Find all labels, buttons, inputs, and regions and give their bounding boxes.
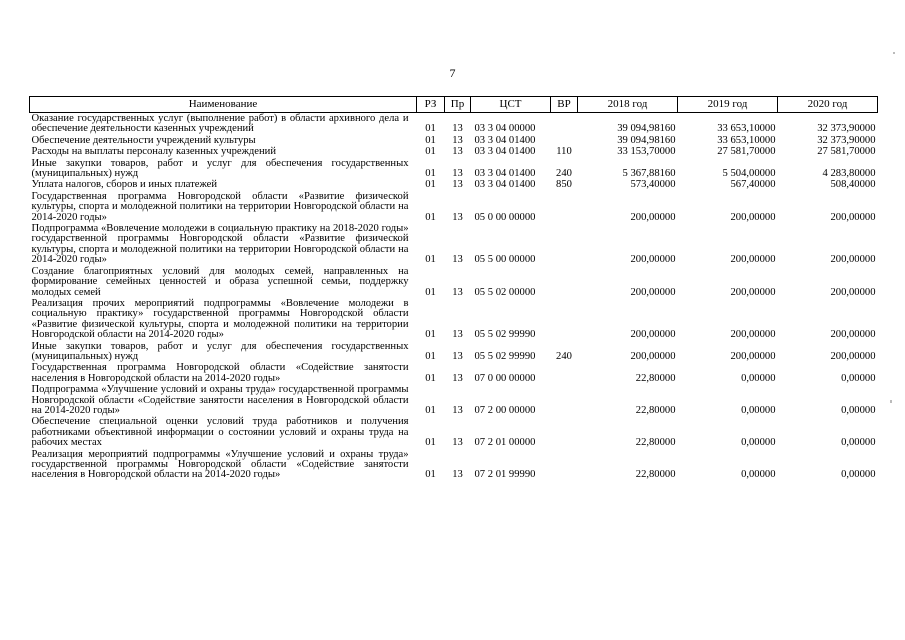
row-rz: 01 bbox=[425, 350, 436, 362]
row-name: Государственная программа Новгородской области «Содействие занятости населения в Новгородской области на 2014-2020 годы» bbox=[31, 362, 409, 384]
row-cst: 05 5 02 99990 bbox=[474, 329, 536, 341]
row-value-2018: 200,00000 bbox=[630, 329, 676, 341]
row-vr bbox=[551, 191, 578, 223]
row-value-2019: 0,00000 bbox=[741, 404, 776, 416]
row-rz: 01 bbox=[425, 437, 436, 449]
table-row bbox=[30, 223, 878, 266]
row-cst: 03 3 04 01400 bbox=[474, 168, 536, 180]
row-vr bbox=[551, 362, 578, 384]
row-value-2019: 0,00000 bbox=[741, 372, 776, 384]
row-pr: 13 bbox=[452, 254, 463, 266]
scan-mark bbox=[893, 52, 895, 54]
row-rz: 01 bbox=[425, 123, 436, 135]
row-value-2019: 200,00000 bbox=[730, 211, 776, 223]
table-header bbox=[30, 97, 878, 113]
row-cst: 07 2 01 00000 bbox=[474, 437, 536, 449]
row-value-2020: 27 581,70000 bbox=[817, 146, 876, 158]
row-cst: 05 5 00 00000 bbox=[474, 254, 536, 266]
row-value-2020: 0,00000 bbox=[841, 372, 876, 384]
table-row bbox=[30, 191, 878, 223]
row-value-2018: 22,80000 bbox=[635, 372, 676, 384]
row-name: Создание благоприятных условий для молодых семей, направленных на формирование семейных ценностей и образа успешной семьи, поддержку молодых семей bbox=[31, 265, 409, 298]
row-rz: 01 bbox=[425, 372, 436, 384]
row-vr: 110 bbox=[556, 146, 572, 158]
row-name: Обеспечение деятельности учреждений культуры bbox=[31, 134, 256, 146]
row-rz: 01 bbox=[425, 211, 436, 223]
row-pr: 13 bbox=[452, 329, 463, 341]
row-cst: 07 2 01 99990 bbox=[474, 469, 536, 481]
table-row bbox=[30, 135, 878, 146]
row-value-2018: 22,80000 bbox=[635, 469, 676, 481]
row-value-2018: 573,40000 bbox=[630, 179, 676, 191]
table-row bbox=[30, 146, 878, 157]
row-name: Обеспечение специальной оценки условий труда работников и получения работниками объективной информации о состоянии условий и охраны труда на рабочих местах bbox=[31, 416, 409, 449]
row-name: Реализация мероприятий подпрограммы «Улучшение условий и охраны труда» государственной программы Новгородской области «Содействие занятости населения в Новгородской области на 2014-2020 годы» bbox=[31, 448, 409, 481]
header-pr: Пр bbox=[445, 97, 471, 113]
table-row bbox=[30, 449, 878, 481]
row-rz: 01 bbox=[425, 146, 436, 158]
row-pr: 13 bbox=[452, 404, 463, 416]
row-value-2019: 567,40000 bbox=[730, 179, 776, 191]
row-cst: 07 0 00 00000 bbox=[474, 372, 536, 384]
row-value-2019: 200,00000 bbox=[730, 254, 776, 266]
row-value-2020: 200,00000 bbox=[830, 286, 876, 298]
header-name: Наименование bbox=[30, 97, 417, 113]
table-row bbox=[30, 384, 878, 416]
row-pr: 13 bbox=[452, 168, 463, 180]
table-row bbox=[30, 298, 878, 341]
row-pr: 13 bbox=[452, 437, 463, 449]
row-cst: 05 5 02 99990 bbox=[474, 350, 536, 362]
row-pr: 13 bbox=[452, 146, 463, 158]
budget-table bbox=[29, 96, 878, 481]
table-row bbox=[30, 113, 878, 135]
row-value-2020: 32 373,90000 bbox=[817, 123, 876, 135]
row-value-2018: 33 153,70000 bbox=[617, 146, 676, 158]
row-vr: 850 bbox=[556, 179, 572, 191]
row-name: Расходы на выплаты персоналу казенных учреждений bbox=[31, 146, 276, 158]
page-number: 7 bbox=[449, 66, 456, 80]
row-value-2019: 33 653,10000 bbox=[717, 123, 776, 135]
row-pr: 13 bbox=[452, 350, 463, 362]
row-pr: 13 bbox=[452, 469, 463, 481]
row-vr: 240 bbox=[556, 168, 572, 180]
table-row bbox=[30, 179, 878, 190]
row-vr bbox=[551, 298, 578, 341]
table-row bbox=[30, 362, 878, 384]
header-cst: ЦСТ bbox=[471, 97, 551, 113]
row-value-2019: 0,00000 bbox=[741, 437, 776, 449]
row-value-2018: 5 367,88160 bbox=[622, 168, 676, 180]
row-value-2020: 200,00000 bbox=[830, 329, 876, 341]
row-cst: 03 3 04 01400 bbox=[474, 146, 536, 158]
row-vr bbox=[551, 384, 578, 416]
header-2018: 2018 год bbox=[578, 97, 678, 113]
row-cst: 07 2 00 00000 bbox=[474, 404, 536, 416]
row-vr bbox=[551, 416, 578, 448]
table-row bbox=[30, 416, 878, 448]
row-name: Оказание государственных услуг (выполнение работ) в области архивного дела и обеспечение деятельности казенных учреждений bbox=[31, 113, 409, 135]
row-value-2018: 200,00000 bbox=[630, 211, 676, 223]
row-name: Подпрограмма «Вовлечение молодежи в социальную практику на 2018-2020 годы» государственной программы Новгородской области «Развитие физической культуры, спорта и молодежной политики на территории Новгородской области на 2014-2020 годы» bbox=[31, 223, 409, 266]
row-vr: 240 bbox=[556, 350, 572, 362]
row-cst: 03 3 04 00000 bbox=[474, 123, 536, 135]
row-name: Иные закупки товаров, работ и услуг для обеспечения государственных (муниципальных) нужд bbox=[31, 157, 409, 180]
row-value-2019: 5 504,00000 bbox=[722, 168, 776, 180]
row-value-2019: 200,00000 bbox=[730, 350, 776, 362]
row-value-2019: 200,00000 bbox=[730, 286, 776, 298]
row-rz: 01 bbox=[425, 168, 436, 180]
row-value-2020: 200,00000 bbox=[830, 350, 876, 362]
row-vr bbox=[551, 449, 578, 481]
row-value-2020: 0,00000 bbox=[841, 404, 876, 416]
row-value-2020: 0,00000 bbox=[841, 469, 876, 481]
row-pr: 13 bbox=[452, 134, 463, 146]
row-rz: 01 bbox=[425, 286, 436, 298]
table-row bbox=[30, 341, 878, 363]
row-value-2019: 33 653,10000 bbox=[717, 134, 776, 146]
row-value-2019: 200,00000 bbox=[730, 329, 776, 341]
row-value-2020: 200,00000 bbox=[830, 254, 876, 266]
row-value-2018: 39 094,98160 bbox=[617, 134, 676, 146]
row-rz: 01 bbox=[425, 404, 436, 416]
scan-mark bbox=[890, 400, 892, 403]
header-2020: 2020 год bbox=[778, 97, 878, 113]
row-rz: 01 bbox=[425, 254, 436, 266]
row-name: Государственная программа Новгородской области «Развитие физической культуры, спорта и молодежной политики на территории Новгородской области на 2014-2020 годы» bbox=[31, 190, 409, 223]
row-value-2018: 22,80000 bbox=[635, 437, 676, 449]
row-pr: 13 bbox=[452, 286, 463, 298]
row-value-2020: 200,00000 bbox=[830, 211, 876, 223]
row-pr: 13 bbox=[452, 211, 463, 223]
header-rz: РЗ bbox=[417, 97, 445, 113]
row-pr: 13 bbox=[452, 372, 463, 384]
row-cst: 03 3 04 01400 bbox=[474, 179, 536, 191]
row-value-2019: 0,00000 bbox=[741, 469, 776, 481]
row-rz: 01 bbox=[425, 469, 436, 481]
row-cst: 03 3 04 01400 bbox=[474, 134, 536, 146]
row-value-2019: 27 581,70000 bbox=[717, 146, 776, 158]
row-vr bbox=[551, 113, 578, 135]
row-name: Подпрограмма «Улучшение условий и охраны труда» государственной программы Новгородской области «Содействие занятости населения в Новгородской области на 2014-2020 годы» bbox=[31, 384, 409, 416]
row-value-2018: 200,00000 bbox=[630, 350, 676, 362]
row-cst: 05 5 02 00000 bbox=[474, 286, 536, 298]
header-vr: ВР bbox=[551, 97, 578, 113]
row-rz: 01 bbox=[425, 329, 436, 341]
row-value-2018: 39 094,98160 bbox=[617, 123, 676, 135]
row-value-2020: 4 283,80000 bbox=[822, 168, 876, 180]
header-2019: 2019 год bbox=[678, 97, 778, 113]
row-name: Реализация прочих мероприятий подпрограммы «Вовлечение молодежи в социальную практику» государственной программы Новгородской области «Развитие физической культуры, спорта и молодежной политики на территории Новгородской области на 2014-2020 годы» bbox=[31, 297, 409, 341]
row-value-2018: 200,00000 bbox=[630, 286, 676, 298]
row-rz: 01 bbox=[425, 134, 436, 146]
row-pr: 13 bbox=[452, 123, 463, 135]
row-vr bbox=[551, 223, 578, 266]
row-value-2018: 22,80000 bbox=[635, 404, 676, 416]
table-row bbox=[30, 266, 878, 298]
row-vr bbox=[551, 135, 578, 146]
row-value-2020: 0,00000 bbox=[841, 437, 876, 449]
row-value-2018: 200,00000 bbox=[630, 254, 676, 266]
row-vr bbox=[551, 266, 578, 298]
row-rz: 01 bbox=[425, 179, 436, 191]
row-value-2020: 508,40000 bbox=[830, 179, 876, 191]
row-pr: 13 bbox=[452, 179, 463, 191]
row-name: Иные закупки товаров, работ и услуг для обеспечения государственных (муниципальных) нужд bbox=[31, 340, 409, 362]
row-name: Уплата налогов, сборов и иных платежей bbox=[31, 179, 218, 191]
row-value-2020: 32 373,90000 bbox=[817, 134, 876, 146]
table-row bbox=[30, 158, 878, 180]
row-cst: 05 0 00 00000 bbox=[474, 211, 536, 223]
